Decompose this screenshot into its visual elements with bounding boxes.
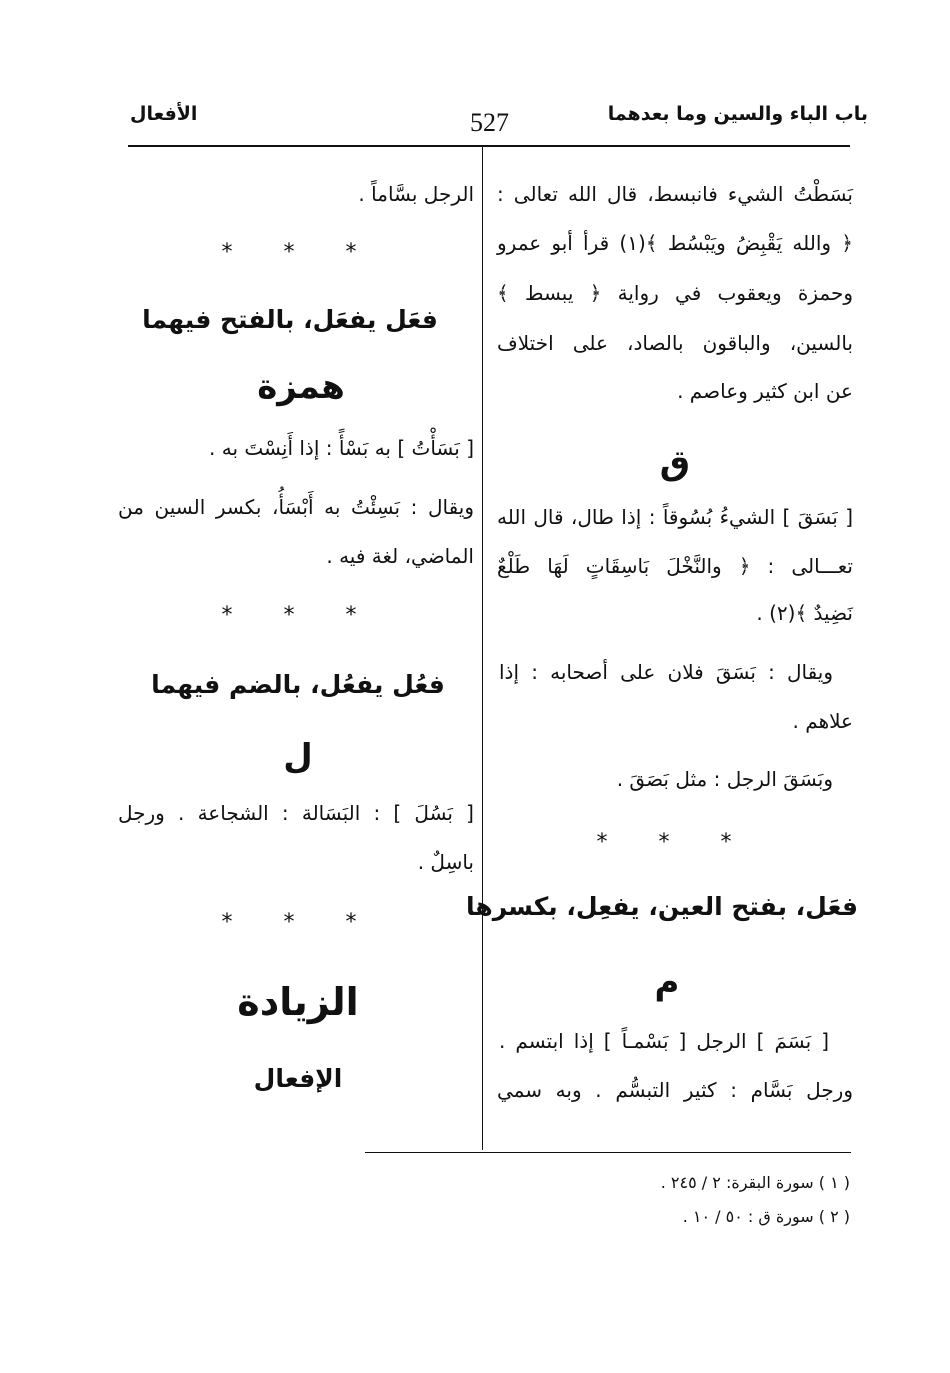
root-letter-heading: ق bbox=[659, 443, 691, 483]
section-title: الأفعال bbox=[130, 103, 198, 125]
section-heading: فعَل يفعَل، بالفتح فيهما bbox=[142, 305, 438, 334]
chapter-title: باب الباء والسين وما بعدهما bbox=[607, 103, 868, 125]
text-line: الرجل بسَّاماً . bbox=[358, 182, 474, 206]
text-line: ﴿ والله يَقْبِضُ ويَبْسُط ﴾(١) قرأ أبو عمرو bbox=[497, 231, 853, 255]
root-letter-heading: م bbox=[654, 962, 680, 1002]
text-line: وبَسَقَ الرجل : مثل بَصَقَ . bbox=[616, 767, 833, 791]
column-divider bbox=[482, 147, 483, 1150]
text-line: [ بَسُلَ ] : البَسَالة : الشجاعة . ورجل bbox=[118, 801, 474, 825]
footnote-rule bbox=[365, 1152, 851, 1153]
text-line: نَضِيدٌ ﴾(٢) . bbox=[756, 601, 853, 625]
section-separator: * * * bbox=[221, 603, 379, 628]
footnote: ( ٢ ) سورة ق : ٥٠ / ١٠ . bbox=[682, 1207, 850, 1226]
text-line: تعـــالى : ﴿ والنَّخْلَ بَاسِقَاتٍ لَهَا طَلْعٌ bbox=[497, 554, 853, 578]
text-line: [ بَسَأْتُ ] به بَسْأً : إذا أَنِسْتَ به . bbox=[209, 436, 474, 460]
left-column bbox=[118, 0, 474, 1160]
text-line: ورجل بَسَّام : كثير التبسُّم . وبه سمي bbox=[497, 1078, 853, 1102]
footnote: ( ١ ) سورة البقرة: ٢ / ٢٤٥ . bbox=[660, 1173, 850, 1192]
section-separator: * * * bbox=[596, 830, 754, 855]
page-number: 527 bbox=[470, 108, 509, 137]
section-separator: * * * bbox=[221, 240, 379, 265]
chapter-heading: الزيادة bbox=[237, 980, 359, 1024]
section-heading: فعُل يفعُل، بالضم فيهما bbox=[151, 670, 445, 699]
section-heading: الإفعال bbox=[253, 1064, 343, 1093]
text-line: وحمزة ويعقوب في رواية ﴿ يبسط ﴾ bbox=[497, 281, 853, 305]
section-separator: * * * bbox=[221, 910, 379, 935]
text-line: ويقال : بَسَقَ فلان على أصحابه : إذا bbox=[499, 660, 833, 684]
text-line: عن ابن كثير وعاصم . bbox=[677, 379, 853, 403]
section-heading: فعَل، بفتح العين، يفعِل، بكسرها bbox=[466, 892, 858, 921]
text-line: [ بَسَمَ ] الرجل [ بَسْمـاً ] إذا ابتسم . bbox=[499, 1029, 829, 1053]
root-letter-heading: ل bbox=[283, 737, 313, 777]
text-line: بَسَطْتُ الشيء فانبسط، قال الله تعالى : bbox=[497, 182, 853, 206]
text-line: باسِلٌ . bbox=[417, 850, 474, 874]
text-line: الماضي، لغة فيه . bbox=[326, 544, 474, 568]
text-line: [ بَسَقَ ] الشيءُ بُسُوقاً : إذا طال، قال الله bbox=[497, 505, 853, 529]
text-line: بالسين، والباقون بالصاد، على اختلاف bbox=[497, 331, 853, 355]
text-line: ويقال : بَسِئْتُ به أَبْسَأُ، بكسر السين من bbox=[118, 495, 474, 519]
root-letter-heading: همزة bbox=[257, 367, 345, 407]
text-line: علاهم . bbox=[792, 709, 853, 733]
